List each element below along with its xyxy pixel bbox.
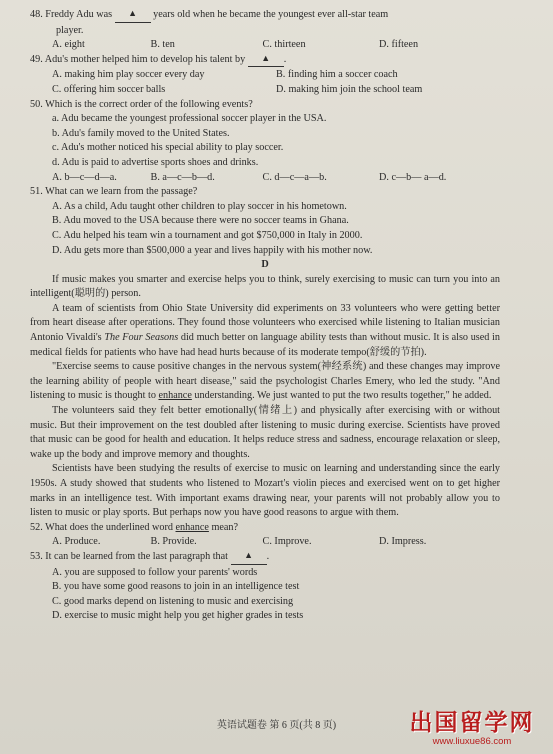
answer-blank (248, 53, 284, 68)
paragraph-text: "Exercise seems to cause positive changes in the nervous system(神经系统) and these changes may improve the learning ability of people with heart disease," said the psychologist Charles Emery, who led the study. "And listening to music is thought to (30, 361, 500, 402)
question-text: years old when he became the youngest ever all-star team (153, 9, 389, 20)
option-a: A. eight (52, 39, 85, 51)
question-text: 49. Adu's mother helped him to develop his talent by (30, 53, 246, 65)
paragraph-text: A team of scientists from Ohio State University did experiments on 33 volunteers who were getting better from heart disease after operations. They found those volunteers who exercised while listening to Italian musician Antonio Vivaldi's (30, 302, 500, 344)
passage-paragraph (30, 360, 500, 404)
question-49-options (30, 68, 500, 83)
option-c: C. good marks depend on listening to music and exercising (52, 595, 294, 607)
passage-paragraph: Scientists have been studying the results of exercise to music on learning and understanding since the early 1950s. A study showed that students who listened to Mozart's violin pieces and exercised went on to get higher marks in an intelligence test. With important exams drawing near, your parents will not probably allow you to listen to music or play sports. But perhaps now you have good reasons to argue with them. (30, 463, 500, 519)
question-50-stem: 50. Which is the correct order of the following events? (30, 98, 253, 110)
question-text: 52. What does the underlined word (30, 521, 176, 533)
option-a: A. b—c—d—a. (52, 171, 117, 183)
question-48-options (30, 38, 500, 53)
option-b: B. you have some good reasons to join in an intelligence test (52, 581, 300, 593)
question-50-options (30, 171, 500, 186)
option-c: C. thirteen (262, 39, 306, 51)
question-text: . (283, 53, 287, 65)
answer-blank (231, 550, 267, 565)
paragraph-text: did much better on language ability tests than without music. It is also used in medical fields for patients who have had head hurts because of its moderate tempo(舒缓的节拍). (30, 332, 500, 358)
underlined-word: enhance (175, 521, 209, 533)
event-item: b. Adu's family moved to the United States. (52, 127, 230, 139)
underlined-word: enhance (158, 390, 192, 402)
question-52-stem (30, 521, 500, 536)
triangle-marker: ▲ (128, 8, 138, 18)
event-item: c. Adu's mother noticed his special ability to play soccer. (52, 142, 284, 154)
question-text: mean? (208, 521, 239, 533)
watermark-title: 出国留学网 (409, 710, 535, 736)
option-b: B. finding him a soccer coach (276, 69, 398, 81)
option-d: D. fifteen (379, 39, 419, 51)
question-text: 48. Freddy Adu was (30, 9, 113, 20)
watermark-logo (397, 710, 547, 750)
option-a: A. making him play soccer every day (52, 69, 205, 81)
option-d: D. Adu gets more than $500,000 a year and lives happily with his mother now. (52, 244, 373, 256)
passage-paragraph: The volunteers said they felt better emotionally(情绪上) and physically after exercising with or without music. But their improvement on the test doubled after listening to music during exercise. Scientists have proved that music can be good for health and education. It helps reduce stress and sadness, encourage relaxation or sleep, wake up the body and improve memory and thoughts. (30, 405, 500, 460)
option-d: D. making him join the school team (276, 83, 423, 95)
exam-content (30, 8, 500, 624)
triangle-marker: ▲ (261, 52, 271, 63)
option-b: B. Provide. (150, 536, 197, 548)
question-48-stem-cont: player. (56, 24, 84, 36)
option-b: B. Adu moved to the USA because there were no soccer teams in Ghana. (52, 215, 349, 227)
passage-paragraph: If music makes you smarter and exercise helps you to think, surely exercising to music can turn you into an intelligent(聪明的) person. (30, 273, 500, 300)
option-a: A. you are supposed to follow your parents' words (52, 566, 258, 578)
question-49-options (30, 83, 500, 98)
question-49-stem (30, 53, 500, 69)
section-label: D (261, 259, 269, 271)
question-51-stem: 51. What can we learn from the passage? (30, 186, 198, 198)
watermark-url: www.liuxue86.com (432, 736, 512, 747)
option-c: C. Adu helped his team win a tournament and got $750,000 in Italy in 2000. (52, 229, 363, 241)
option-b: B. ten (150, 39, 175, 51)
triangle-marker: ▲ (244, 549, 254, 560)
question-48-stem (30, 8, 500, 24)
option-c: C. d—c—a—b. (262, 171, 327, 183)
option-d: D. c—b— a—d. (379, 171, 447, 183)
passage-paragraph (30, 302, 500, 360)
paragraph-text: understanding. We just wanted to put the two results together," he added. (191, 390, 492, 402)
option-b: B. a—c—b—d. (150, 171, 215, 183)
event-item: a. Adu became the youngest professional soccer player in the USA. (52, 113, 327, 125)
question-text: . (266, 550, 270, 562)
event-item: d. Adu is paid to advertise sports shoes and drinks. (52, 156, 259, 168)
music-title: The Four Seasons (104, 332, 179, 344)
question-53-stem (30, 550, 500, 566)
page-footer: 英语试题卷 第 6 页(共 8 页) (216, 720, 337, 731)
option-a: A. As a child, Adu taught other children to play soccer in his hometown. (52, 200, 347, 212)
option-a: A. Produce. (52, 536, 101, 548)
question-text: 53. It can be learned from the last paragraph that (30, 550, 229, 562)
option-d: D. exercise to music might help you get higher grades in tests (52, 610, 304, 622)
answer-blank (115, 8, 151, 23)
option-c: C. offering him soccer balls (52, 83, 166, 95)
question-52-options (30, 535, 500, 550)
option-d: D. Impress. (379, 536, 427, 548)
option-c: C. Improve. (262, 536, 312, 548)
